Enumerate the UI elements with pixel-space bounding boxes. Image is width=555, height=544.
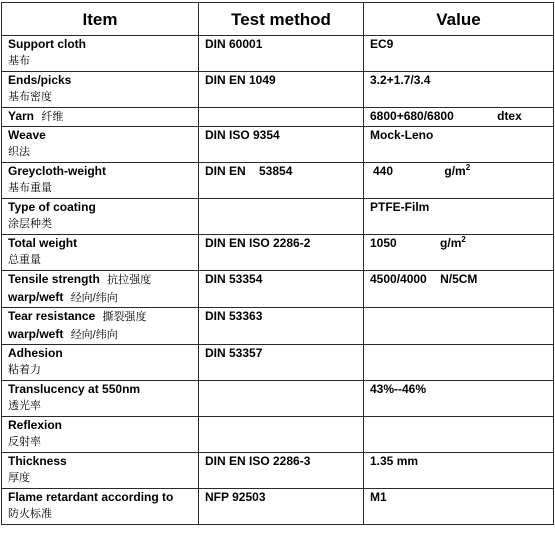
item-label-zh: 粘着力 (8, 364, 41, 376)
value-cell (364, 345, 554, 381)
item-label: Yarn (8, 109, 35, 123)
item-label: Support cloth (8, 37, 86, 51)
table-row (2, 127, 554, 163)
method-cell (199, 381, 364, 417)
value-cell: 1.35 mm (364, 453, 554, 489)
value-cell (364, 417, 554, 453)
value-cell (364, 235, 554, 271)
item-cell (2, 235, 199, 271)
item-label-zh: 总重量 (8, 254, 41, 266)
method-cell: NFP 92503 (199, 489, 364, 525)
item-sublabel: warp/weft (8, 327, 64, 341)
item-cell (2, 489, 199, 525)
method-cell: DIN EN 53854 (199, 163, 364, 199)
table-row (2, 417, 554, 453)
header-item: Item (2, 3, 199, 36)
table-row (2, 199, 554, 235)
item-cell (2, 308, 199, 345)
value-cell: 43%--46% (364, 381, 554, 417)
item-label: Weave (8, 128, 46, 142)
value-unit: N/5CM (440, 272, 478, 286)
value-text: 440 (373, 164, 394, 178)
item-cell (2, 417, 199, 453)
table-row (2, 108, 554, 127)
item-sublabel-zh: 经向/纬向 (70, 329, 118, 341)
item-cell (2, 345, 199, 381)
header-row (2, 3, 554, 36)
item-label-zh: 撕裂强度 (102, 311, 147, 323)
method-cell: DIN ISO 9354 (199, 127, 364, 163)
method-cell: DIN EN 1049 (199, 72, 364, 108)
item-cell (2, 271, 199, 308)
item-label-zh: 基布重量 (8, 182, 52, 194)
table-row (2, 308, 554, 345)
item-label-zh: 基布 (8, 55, 30, 67)
item-label-zh: 反射率 (8, 436, 41, 448)
item-label: Tear resistance (8, 309, 96, 323)
item-label: Total weight (8, 236, 78, 250)
item-label: Ends/picks (8, 73, 72, 87)
method-cell: DIN EN ISO 2286-3 (199, 453, 364, 489)
method-cell (199, 108, 364, 127)
unit-superscript: 2 (465, 163, 471, 172)
item-label: Tensile strength (8, 272, 100, 286)
value-cell (364, 308, 554, 345)
item-label: Greycloth-weight (8, 164, 107, 178)
method-cell: DIN 60001 (199, 36, 364, 72)
item-label-zh: 织法 (8, 146, 30, 158)
specification-table (1, 2, 554, 525)
table-row (2, 381, 554, 417)
unit-superscript: 2 (461, 235, 466, 244)
item-label-zh: 防火标准 (8, 508, 52, 520)
method-cell: DIN EN ISO 2286-2 (199, 235, 364, 271)
value-unit: g/m (440, 236, 462, 250)
item-label: Translucency at 550nm (8, 382, 141, 396)
method-cell: DIN 53354 (199, 271, 364, 308)
method-cell: DIN 53357 (199, 345, 364, 381)
value-text: 1050 (370, 236, 397, 250)
table-row (2, 489, 554, 525)
table-row (2, 453, 554, 489)
method-cell (199, 199, 364, 235)
header-value: Value (364, 3, 554, 36)
item-label-zh: 抗拉强度 (107, 274, 152, 286)
item-label-zh: 纤维 (41, 111, 64, 123)
item-label: Flame retardant according to (8, 490, 174, 504)
value-cell (364, 271, 554, 308)
item-label-zh: 透光率 (8, 400, 41, 412)
value-unit: dtex (497, 109, 522, 123)
item-label: Thickness (8, 454, 67, 468)
value-cell (364, 163, 554, 199)
method-cell (199, 417, 364, 453)
item-sublabel: warp/weft (8, 290, 64, 304)
item-label-zh: 涂层种类 (8, 218, 52, 230)
item-label: Reflexion (8, 418, 63, 432)
item-cell (2, 199, 199, 235)
table-row (2, 72, 554, 108)
item-cell (2, 453, 199, 489)
item-label-zh: 基布密度 (8, 91, 52, 103)
value-cell: EC9 (364, 36, 554, 72)
table-row (2, 235, 554, 271)
table-row (2, 271, 554, 308)
item-label: Type of coating (8, 200, 96, 214)
item-cell (2, 127, 199, 163)
item-label-zh: 厚度 (8, 472, 30, 484)
method-cell: DIN 53363 (199, 308, 364, 345)
item-cell (2, 163, 199, 199)
table-row (2, 36, 554, 72)
item-label: Adhesion (8, 346, 63, 360)
item-cell (2, 108, 199, 127)
table-row (2, 163, 554, 199)
item-sublabel-zh: 经向/纬向 (70, 292, 118, 304)
value-cell (364, 108, 554, 127)
value-cell: 3.2+1.7/3.4 (364, 72, 554, 108)
item-cell (2, 72, 199, 108)
item-cell (2, 36, 199, 72)
value-text: 4500/4000 (370, 272, 427, 286)
table-row (2, 345, 554, 381)
value-cell: M1 (364, 489, 554, 525)
value-cell: PTFE-Film (364, 199, 554, 235)
value-unit: g/m (444, 164, 466, 178)
value-cell: Mock-Leno (364, 127, 554, 163)
item-cell (2, 381, 199, 417)
header-test-method: Test method (199, 3, 364, 36)
value-text: 6800+680/6800 (370, 109, 454, 123)
